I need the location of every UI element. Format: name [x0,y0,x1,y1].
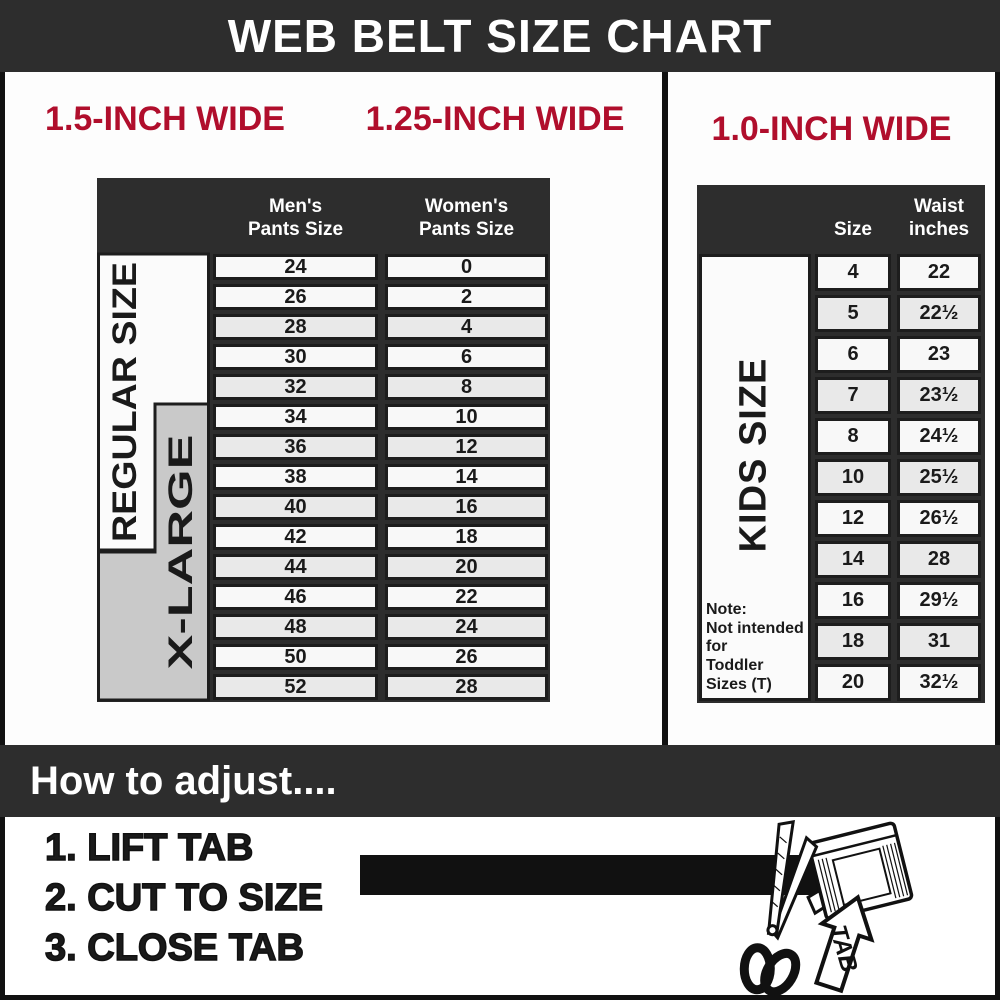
table-cell: 26 [385,644,548,670]
col-header-womens-line1: Women's [424,195,509,217]
table-cell: 29½ [897,582,981,619]
table-cell: 25½ [897,459,981,496]
kids-size-grid [815,254,981,701]
table-cell: 22 [385,584,548,610]
kids-size-box [699,254,811,701]
table-cell: 4 [815,254,891,291]
col-header-womens [385,178,548,252]
width-header-1-5: 1.5-INCH WIDE [45,100,285,138]
table-cell: 28 [213,314,378,340]
table-cell: 0 [385,254,548,280]
kids-note-line3: Toddler Sizes (T) [706,657,772,694]
kids-note-line2: Not intended for [706,619,804,656]
step-2: 2. CUT TO SIZE [45,877,324,919]
col-header-waist-line1: Waist [914,195,964,217]
table-cell: 44 [213,554,378,580]
table-cell: 24 [213,254,378,280]
table-cell: 18 [385,524,548,550]
xlarge-label: X-LARGE [161,516,200,670]
table-cell: 23 [897,336,981,373]
size-group-labels [97,252,210,702]
table-cell: 26½ [897,500,981,537]
table-cell: 2 [385,284,548,310]
table-cell: 23½ [897,377,981,414]
step-1: 1. LIFT TAB [45,827,254,869]
page-title: WEB BELT SIZE CHART [227,10,773,62]
col-header-waist-line2: inches [908,219,970,241]
table-cell: 18 [815,623,891,660]
table-cell: 12 [385,434,548,460]
table-cell: 36 [213,434,378,460]
table-cell: 14 [385,464,548,490]
adult-sizes-panel [5,72,662,745]
regular-size-label: REGULAR SIZE [105,288,144,542]
table-cell: 7 [815,377,891,414]
col-header-size-label: Size [833,219,873,241]
adult-size-grid [213,254,548,700]
table-cell: 6 [815,336,891,373]
kids-note-line1: Note: [706,600,747,618]
table-cell: 10 [815,459,891,496]
instructions-area [5,817,995,995]
kids-note [706,601,808,695]
belt-strap [360,855,822,895]
table-cell: 30 [213,344,378,370]
table-cell: 52 [213,674,378,700]
table-cell: 20 [385,554,548,580]
table-cell: 24 [385,614,548,640]
col-header-waist [897,185,981,252]
table-cell: 16 [815,582,891,619]
table-cell: 34 [213,404,378,430]
width-header-1-0: 1.0-INCH WIDE [711,110,952,148]
table-cell: 16 [385,494,548,520]
table-cell: 42 [213,524,378,550]
table-cell: 28 [897,541,981,578]
table-cell: 38 [213,464,378,490]
table-cell: 26 [213,284,378,310]
col-header-size [815,185,891,252]
kids-size-label: KIDS SIZE [732,357,775,553]
kids-size-table [697,185,985,703]
table-cell: 12 [815,500,891,537]
table-cell: 22 [897,254,981,291]
table-cell: 32½ [897,664,981,701]
table-cell: 5 [815,295,891,332]
table-cell: 20 [815,664,891,701]
table-cell: 6 [385,344,548,370]
adult-size-table [97,178,550,702]
col-header-mens-line2: Pants Size [247,219,344,241]
table-cell: 14 [815,541,891,578]
kids-sizes-panel [668,72,995,745]
table-cell: 32 [213,374,378,400]
title-banner [0,0,1000,72]
belt-adjust-illustration [5,817,995,995]
table-cell: 24½ [897,418,981,455]
table-cell: 40 [213,494,378,520]
how-to-adjust-title: How to adjust.... [30,759,337,803]
table-cell: 10 [385,404,548,430]
table-cell: 22½ [897,295,981,332]
table-cell: 28 [385,674,548,700]
step-3: 3. CLOSE TAB [45,927,304,969]
table-cell: 48 [213,614,378,640]
col-header-womens-line2: Pants Size [418,219,515,241]
table-cell: 31 [897,623,981,660]
table-cell: 46 [213,584,378,610]
how-to-adjust-band [0,745,1000,817]
table-cell: 8 [385,374,548,400]
table-cell: 50 [213,644,378,670]
col-header-mens [213,178,378,252]
table-cell: 8 [815,418,891,455]
col-header-mens-line1: Men's [268,195,323,217]
width-header-1-25: 1.25-INCH WIDE [365,100,625,138]
table-cell: 4 [385,314,548,340]
tab-arrow-label: TAB [823,922,863,976]
